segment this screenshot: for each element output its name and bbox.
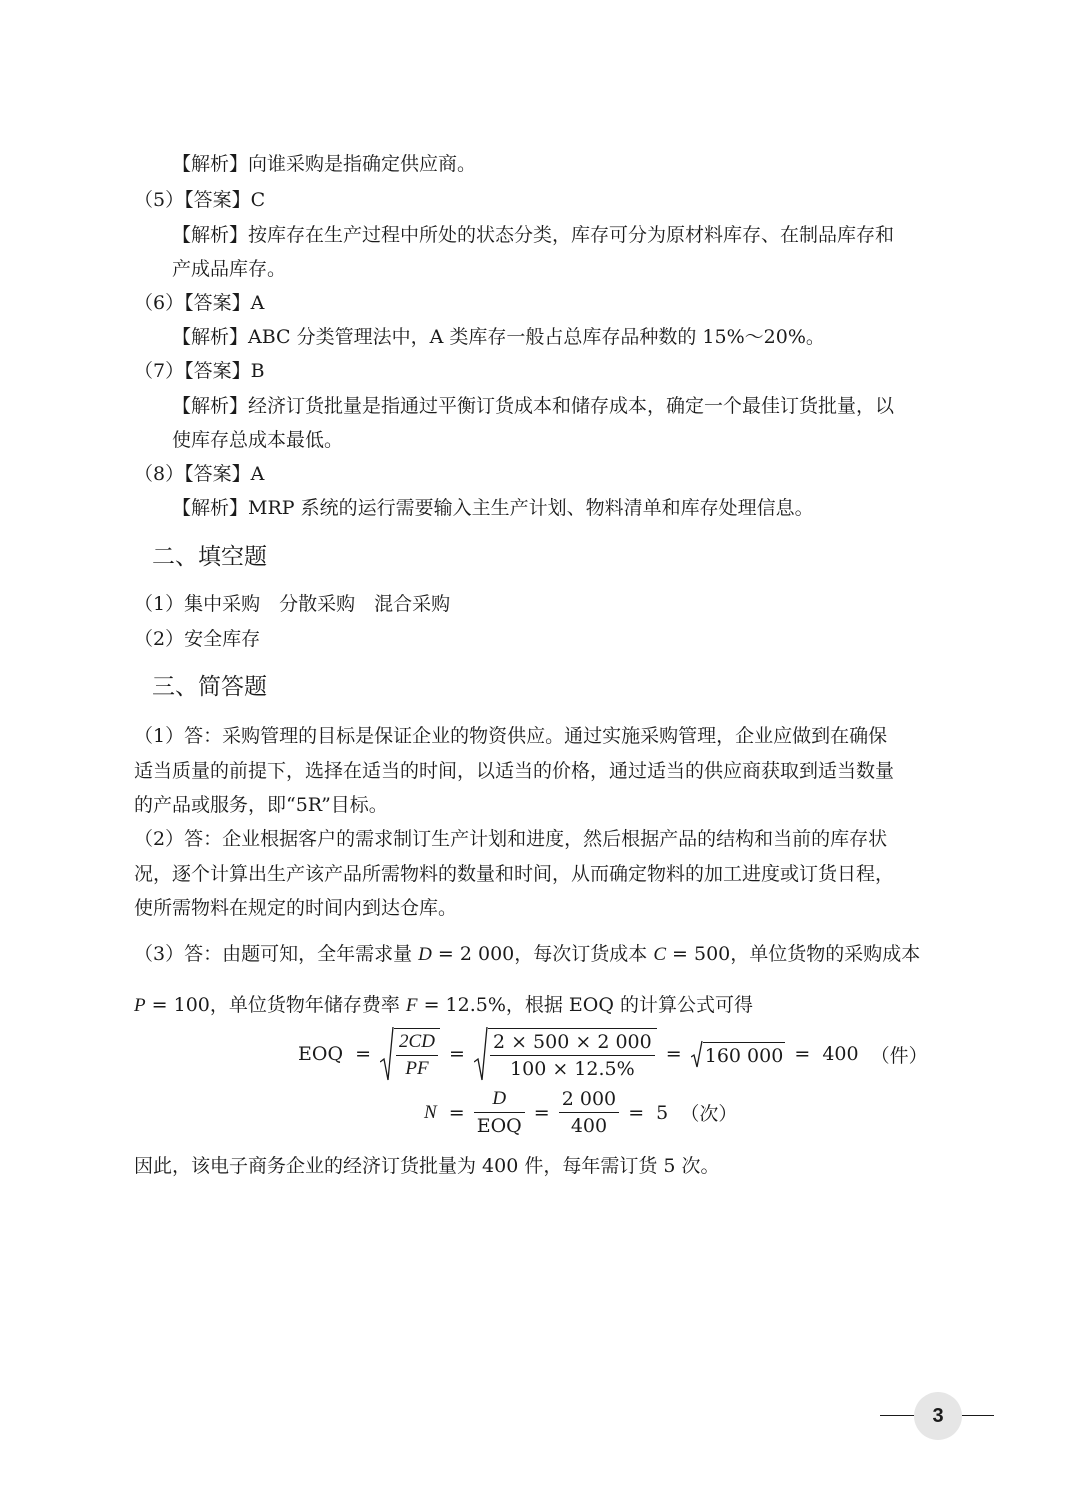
formula-lhs: EOQ	[298, 1043, 344, 1065]
analysis-7-line1: 【解析】经济订货批量是指通过平衡订货成本和储存成本，确定一个最佳订货批量，以	[172, 395, 895, 417]
section-heading-fill-blank: 二、填空题	[152, 544, 267, 570]
equals-sign: =	[628, 1101, 645, 1124]
equals-sign: =	[355, 1043, 371, 1065]
radicand	[394, 1028, 440, 1080]
order-count-formula	[424, 1088, 740, 1137]
short-answer-1-line1: （1）答：采购管理的目标是保证企业的物资供应。通过实施采购管理，企业应做到在确保	[134, 725, 888, 747]
square-root	[474, 1026, 657, 1082]
footer-rule-left	[880, 1415, 914, 1416]
fraction	[559, 1088, 619, 1137]
equals-sign: =	[794, 1043, 811, 1065]
formula-lhs: N	[424, 1101, 437, 1123]
page-number: 3	[914, 1392, 962, 1440]
denominator: EOQ	[476, 1115, 522, 1137]
short-answer-1-line3: 的产品或服务，即“5R”目标。	[134, 794, 388, 816]
answer-6: （6）【答案】A	[134, 292, 265, 314]
section-heading-short-answer: 三、简答题	[152, 674, 267, 700]
short-answer-3-line1	[134, 942, 920, 967]
eoq-formula	[298, 1026, 931, 1082]
analysis-6: 【解析】ABC 分类管理法中，A 类库存一般占总库存品种数的 15%～20%。	[172, 326, 825, 348]
square-root	[691, 1040, 786, 1068]
denominator: PF	[405, 1058, 429, 1079]
footer-rule-right	[962, 1415, 994, 1416]
short-answer-2-line2: 况，逐个计算出生产该产品所需物料的数量和时间，从而确定物料的加工进度或订货日程，	[134, 863, 895, 885]
numerator: 2 × 500 × 2 000	[490, 1031, 655, 1056]
numerator: 2CD	[396, 1031, 438, 1056]
radicand	[488, 1028, 657, 1080]
analysis-4: 【解析】向谁采购是指确定供应商。	[172, 153, 477, 175]
denominator: 100 × 12.5%	[510, 1058, 635, 1080]
variable-c: C	[653, 944, 666, 965]
short-answer-1-line2: 适当质量的前提下，选择在适当的时间，以适当的价格，通过适当的供应商获取到适当数量	[134, 760, 895, 782]
fill-blank-2: （2）安全库存	[134, 628, 261, 650]
short-answer-3-line2	[134, 993, 753, 1018]
answer-7: （7）【答案】B	[134, 360, 265, 382]
fill-blank-1: （1）集中采购 分散采购 混合采购	[134, 593, 451, 615]
text-segment: （3）答：由题可知，全年需求量	[134, 943, 419, 965]
variable-f: F	[405, 995, 418, 1016]
fraction	[396, 1031, 438, 1080]
variable-d: D	[418, 944, 432, 965]
radical-sign-icon	[380, 1026, 394, 1082]
short-answer-2-line3: 使所需物料在规定的时间内到达仓库。	[134, 897, 458, 919]
analysis-8: 【解析】MRP 系统的运行需要输入主生产计划、物料清单和库存处理信息。	[172, 497, 814, 519]
equals-sign: =	[665, 1043, 682, 1065]
formula-result: 400	[822, 1043, 859, 1065]
variable-p: P	[134, 995, 146, 1016]
analysis-7-line2: 使库存总成本最低。	[172, 429, 344, 451]
equals-sign: =	[449, 1043, 465, 1065]
numerator: D	[474, 1088, 525, 1113]
formula-result: 5	[656, 1101, 669, 1124]
short-answer-2-line1: （2）答：企业根据客户的需求制订生产计划和进度，然后根据产品的结构和当前的库存状	[134, 828, 888, 850]
fraction	[474, 1088, 525, 1137]
text-segment: = 2 000，每次订货成本	[431, 943, 654, 965]
text-segment: = 500，单位货物的采购成本	[666, 943, 921, 965]
analysis-5-line2: 产成品库存。	[172, 258, 287, 280]
square-root	[380, 1026, 440, 1082]
equals-sign: =	[448, 1101, 465, 1124]
text-segment: = 12.5%，根据 EOQ 的计算公式可得	[417, 994, 753, 1016]
denominator: 400	[570, 1115, 608, 1137]
fraction	[490, 1031, 655, 1080]
conclusion: 因此，该电子商务企业的经济订货批量为 400 件，每年需订货 5 次。	[134, 1155, 720, 1177]
formula-unit: （次）	[680, 1103, 738, 1125]
formula-unit: （件）	[870, 1044, 928, 1067]
answer-5: （5）【答案】C	[134, 189, 266, 211]
radical-sign-icon	[474, 1026, 488, 1082]
text-segment: = 100，单位货物年储存费率	[145, 994, 406, 1016]
analysis-5-line1: 【解析】按库存在生产过程中所处的状态分类，库存可分为原材料库存、在制品库存和	[172, 224, 895, 246]
answer-8: （8）【答案】A	[134, 463, 265, 485]
equals-sign: =	[533, 1101, 550, 1124]
numerator: 2 000	[559, 1088, 619, 1113]
radicand: 160 000	[703, 1042, 786, 1067]
radical-sign-icon	[691, 1040, 703, 1068]
